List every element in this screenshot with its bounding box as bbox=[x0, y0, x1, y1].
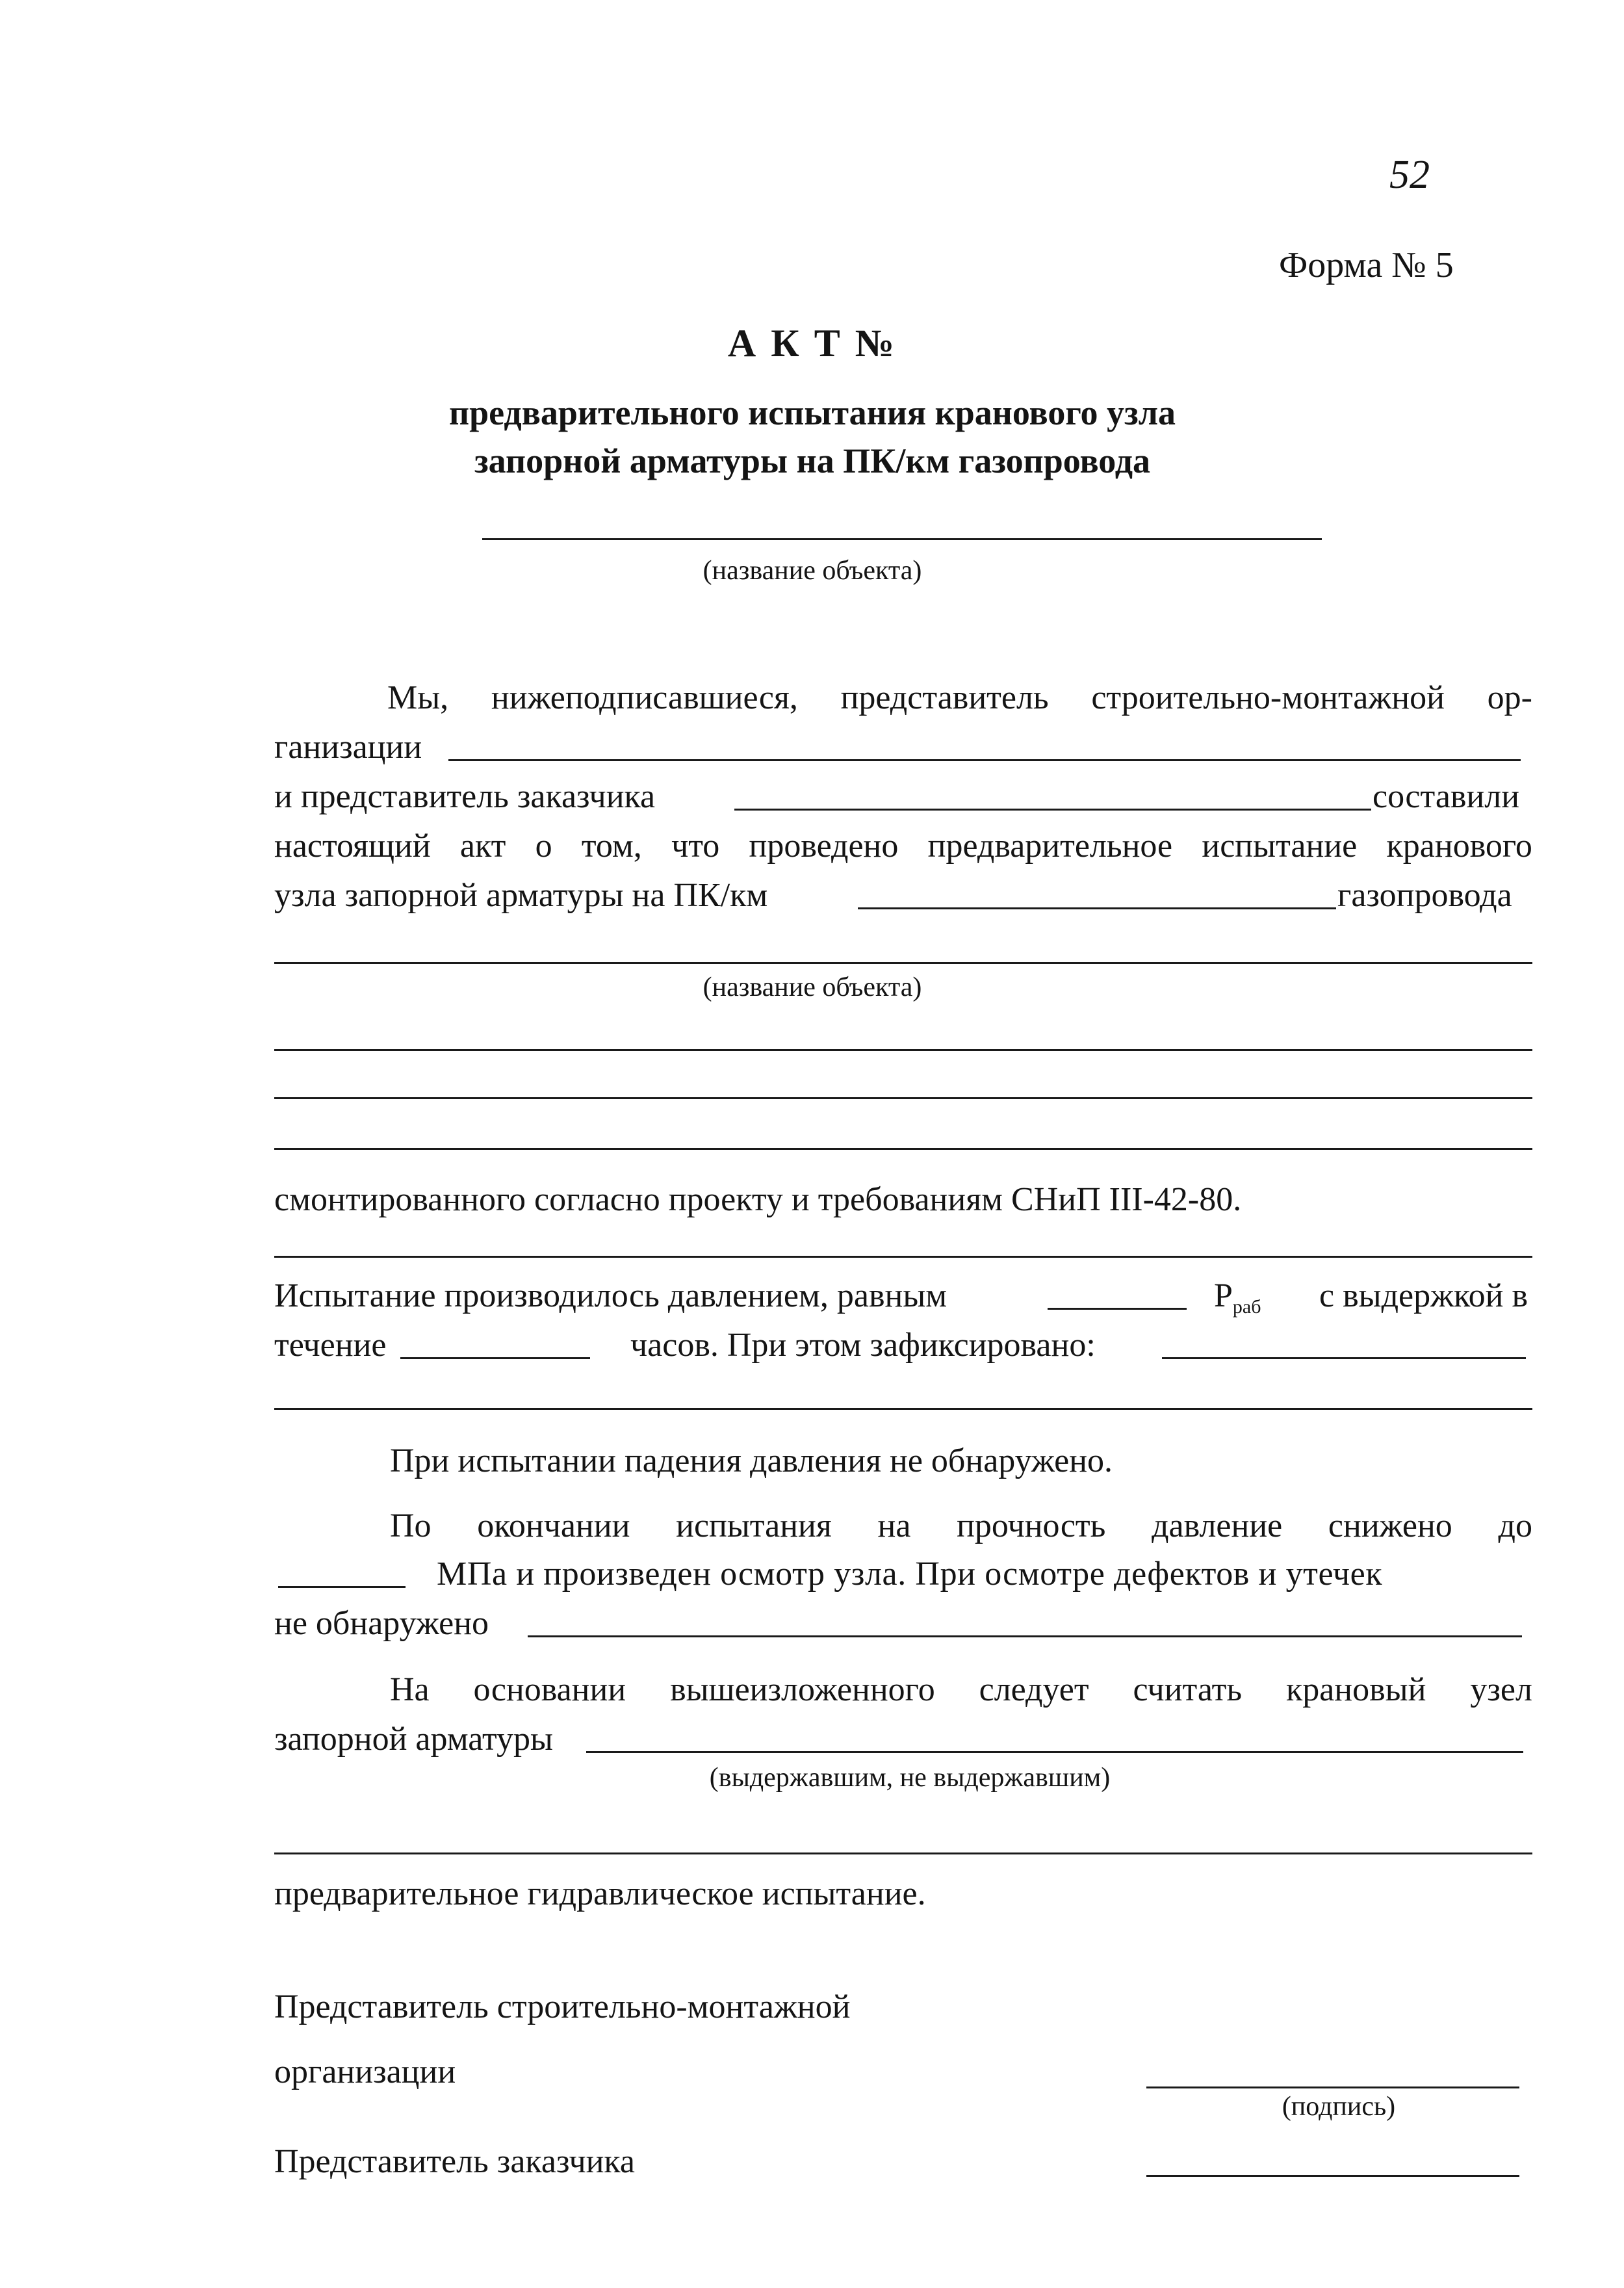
customer-field bbox=[734, 809, 1371, 811]
result-caption: (выдержавшим, не выдержавшим) bbox=[709, 1763, 1111, 1793]
word: давление bbox=[1152, 1507, 1283, 1544]
recorded-field bbox=[1162, 1357, 1526, 1359]
word: снижено bbox=[1328, 1507, 1452, 1544]
form-label: Форма № 5 bbox=[1279, 245, 1454, 285]
builder-signature-line bbox=[1146, 2086, 1519, 2088]
pressure-field bbox=[1048, 1308, 1187, 1310]
object-name-caption-2: (название объекта) bbox=[702, 972, 922, 1002]
p-symbol: P bbox=[1214, 1277, 1233, 1314]
word: проведено bbox=[749, 827, 899, 864]
word: нижеподписавшиеся, bbox=[491, 679, 798, 716]
word: том, bbox=[581, 827, 642, 864]
mounted-text: смонтированного согласно проекту и требованиям СНиП III-42-80. bbox=[274, 1181, 1242, 1218]
prelim-text: предварительное гидравлическое испытание. bbox=[274, 1875, 926, 1912]
word: испытание bbox=[1202, 827, 1358, 864]
test-line1-end: с выдержкой в bbox=[1319, 1277, 1528, 1314]
hours-field bbox=[400, 1357, 590, 1359]
word: узел bbox=[1470, 1671, 1532, 1708]
para-end-line2-text: МПа и произведен осмотр узла. При осмотре дефектов и утечек bbox=[437, 1555, 1383, 1592]
word: основании bbox=[473, 1671, 626, 1708]
blank-line bbox=[274, 1408, 1532, 1410]
basis-line2-text: запорной арматуры bbox=[274, 1721, 553, 1758]
subtitle-line-2: запорной арматуры на ПК/км газопровода bbox=[474, 441, 1151, 480]
para-end-line3-text: не обнаружено bbox=[274, 1605, 489, 1642]
word: акт bbox=[459, 827, 506, 864]
para1-line1 bbox=[387, 681, 1532, 715]
word: считать bbox=[1133, 1671, 1243, 1708]
blank-line bbox=[274, 1097, 1532, 1099]
word: испытания bbox=[676, 1507, 832, 1544]
para1-line2-text: ганизации bbox=[274, 729, 422, 766]
test-line1-text: Испытание производилось давлением, равным bbox=[274, 1277, 947, 1314]
object-name-line-2 bbox=[274, 962, 1532, 964]
word: строительно-монтажной bbox=[1091, 679, 1445, 716]
word: прочность bbox=[957, 1507, 1106, 1544]
pk-km-field bbox=[858, 907, 1336, 909]
rep-builder-line1: Представитель строительно-монтажной bbox=[274, 1988, 851, 2025]
word: предварительное bbox=[927, 827, 1173, 864]
page-number: 52 bbox=[1389, 153, 1430, 197]
word: вышеизложенного bbox=[670, 1671, 935, 1708]
word: на bbox=[877, 1507, 911, 1544]
word: что bbox=[671, 827, 720, 864]
word: На bbox=[390, 1671, 430, 1708]
object-name-caption-1: (название объекта) bbox=[702, 556, 922, 586]
word: настоящий bbox=[274, 827, 431, 864]
document-title: А К Т № bbox=[727, 322, 897, 365]
rep-customer: Представитель заказчика bbox=[274, 2143, 635, 2180]
word: до bbox=[1498, 1507, 1532, 1544]
word: окончании bbox=[477, 1507, 630, 1544]
blank-line bbox=[274, 1852, 1532, 1854]
blank-line bbox=[274, 1049, 1532, 1051]
word: кранового bbox=[1386, 827, 1532, 864]
word: следует bbox=[979, 1671, 1089, 1708]
object-name-line-1 bbox=[482, 538, 1322, 540]
signature-caption: (подпись) bbox=[1282, 2092, 1396, 2122]
word: представитель bbox=[840, 679, 1049, 716]
not-found-field bbox=[528, 1635, 1522, 1637]
no-drop-text: При испытании падения давления не обнаружено. bbox=[390, 1442, 1113, 1479]
p-subscript: раб bbox=[1232, 1296, 1261, 1318]
customer-signature-line bbox=[1146, 2175, 1519, 2177]
organization-field bbox=[448, 759, 1521, 761]
para1-line3-text: и представитель заказчика bbox=[274, 778, 656, 815]
p-work-symbol bbox=[1214, 1279, 1261, 1317]
word: крановый bbox=[1285, 1671, 1426, 1708]
test-line2-mid: часов. При этом зафиксировано: bbox=[630, 1327, 1096, 1364]
subtitle-line-1: предварительного испытания кранового узла bbox=[448, 393, 1176, 432]
blank-line bbox=[274, 1256, 1532, 1258]
para-end-line1 bbox=[390, 1509, 1532, 1543]
rep-builder-line2: организации bbox=[274, 2053, 456, 2090]
para1-line3-end: составили bbox=[1373, 778, 1520, 815]
blank-line bbox=[274, 1148, 1532, 1150]
mpa-field bbox=[278, 1586, 406, 1588]
word: Мы, bbox=[387, 679, 449, 716]
para1-line4 bbox=[274, 829, 1532, 863]
word: о bbox=[535, 827, 552, 864]
basis-line1 bbox=[390, 1673, 1532, 1707]
word: ор- bbox=[1487, 679, 1532, 716]
result-field bbox=[586, 1751, 1523, 1753]
para1-line5-end: газопровода bbox=[1337, 877, 1512, 914]
word: По bbox=[390, 1507, 432, 1544]
para1-line5-text: узла запорной арматуры на ПК/км bbox=[274, 877, 768, 914]
test-line2-start: течение bbox=[274, 1327, 387, 1364]
